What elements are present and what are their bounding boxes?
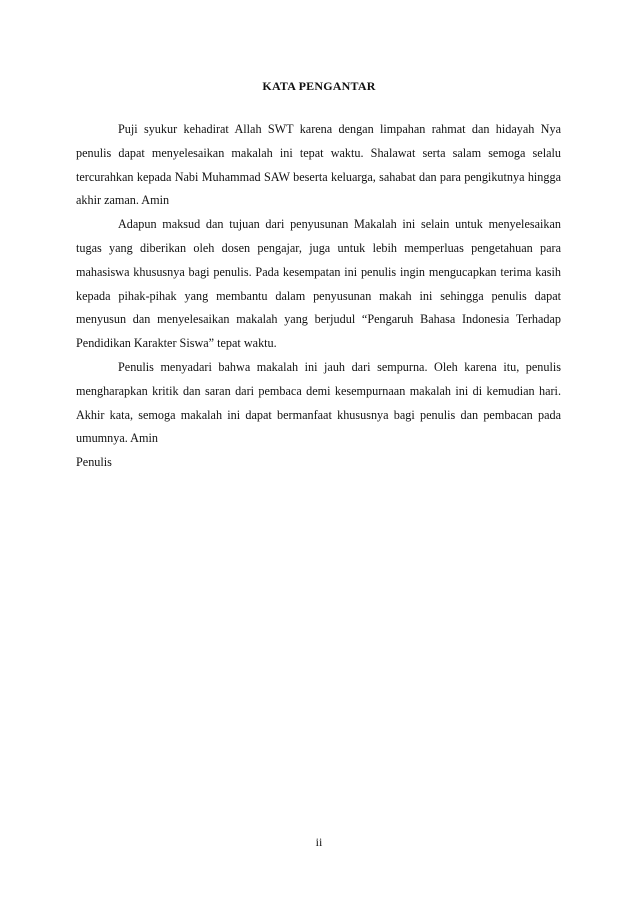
author-signature: Penulis: [76, 455, 112, 469]
paragraph-2: Adapun maksud dan tujuan dari penyusunan Makalah ini selain untuk menyelesaikan tugas yang diberikan oleh dosen pengajar, juga untuk lebih memperluas pengetahuan para mahasiswa khususnya bagi penulis. Pada kesempatan ini penulis ingin mengucapkan terima kasih kepada pihak-pihak yang membantu dalam penyusunan makah ini sehingga penulis dapat menyusun dan menyelesaikan makalah yang berjudul “Pengaruh Bahasa Indonesia Terhadap Pendidikan Karakter Siswa” tepat waktu.: [76, 217, 561, 351]
page-number: ii: [315, 835, 323, 849]
foreword-body: [76, 118, 561, 451]
paragraph-3: Penulis menyadari bahwa makalah ini jauh dari sempurna. Oleh karena itu, penulis mengharapkan kritik dan saran dari pembaca demi kesempurnaan makalah ini di kemudian hari. Akhir kata, semoga makalah ini dapat bermanfaat khususnya bagi penulis dan pembacan pada umumnya. Amin: [76, 359, 561, 446]
page-title: KATA PENGANTAR: [262, 79, 376, 93]
paragraph-1: Puji syukur kehadirat Allah SWT karena dengan limpahan rahmat dan hidayah Nya penulis dapat menyelesaikan makalah ini tepat waktu. Shalawat serta salam semoga selalu tercurahkan kepada Nabi Muhammad SAW beserta keluarga, sahabat dan para pengikutnya hingga akhir zaman. Amin: [76, 122, 561, 208]
